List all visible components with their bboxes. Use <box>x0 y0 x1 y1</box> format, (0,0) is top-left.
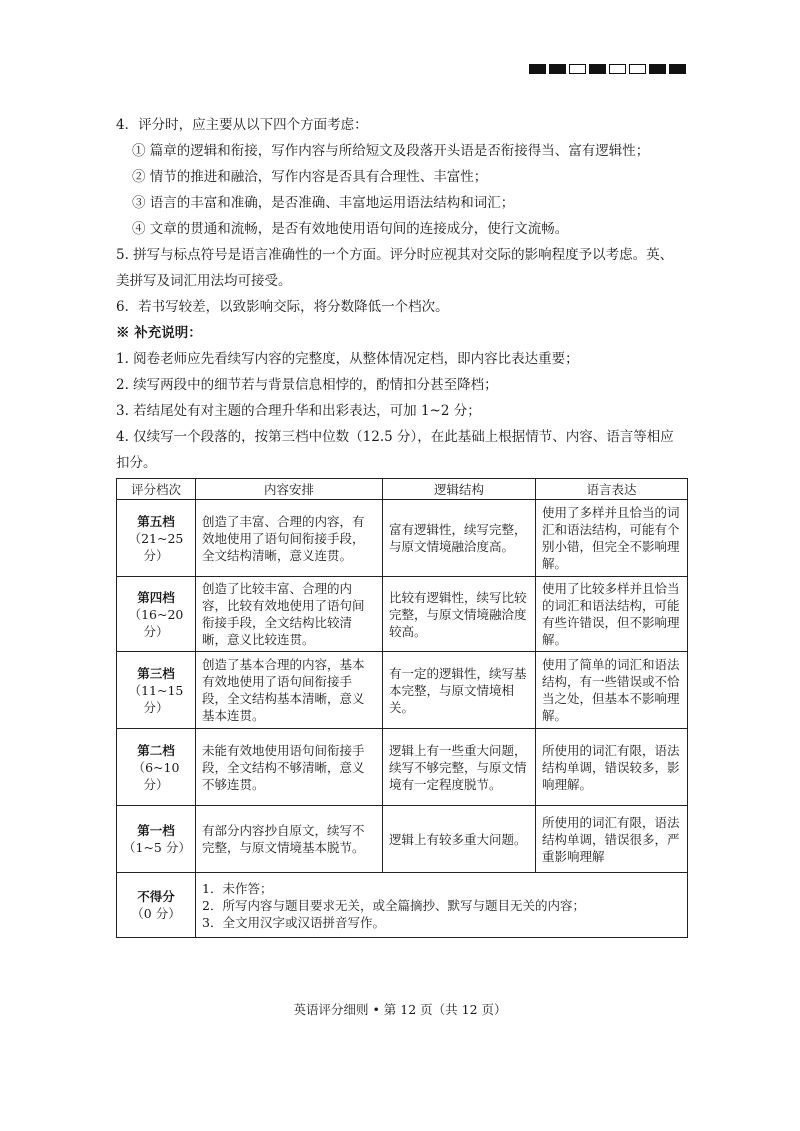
table-row <box>117 652 688 729</box>
logic-cell: 富有逻辑性，续写完整，与原文情境融洽度高。 <box>383 500 536 577</box>
level-range: （6~10 分） <box>132 759 180 792</box>
table-row <box>117 729 688 806</box>
logic-cell: 有一定的逻辑性，续写基本完整，与原文情境相关。 <box>383 652 536 729</box>
mark-empty-icon <box>629 64 646 74</box>
language-cell: 使用了多样并且恰当的词汇和语法结构，可能有个别小错，但完全不影响理解。 <box>536 500 688 577</box>
instructions <box>116 112 688 476</box>
level-name: 第二档 <box>137 742 175 758</box>
mark-empty-icon <box>609 64 626 74</box>
level-range: （21~25 分） <box>128 530 184 563</box>
table-row <box>117 500 688 577</box>
logic-cell: 比较有逻辑性，续写比较完整，与原文情境融洽度较高。 <box>383 577 536 652</box>
level-cell <box>117 873 196 938</box>
instruction-line: ④ 文章的贯通和流畅，是否有效地使用语句间的连接成分，使行文流畅。 <box>132 221 569 237</box>
zero-score-item: 3．全文用汉字或汉语拼音写作。 <box>202 914 385 930</box>
rubric-table <box>116 478 688 938</box>
zero-score-cell <box>196 873 688 938</box>
instruction-line: 扣分。 <box>116 455 157 471</box>
mark-filled-icon <box>649 64 666 74</box>
column-header: 内容安排 <box>196 479 383 500</box>
column-header: 评分档次 <box>117 479 196 500</box>
mark-filled-icon <box>589 64 606 74</box>
zero-score-item: 1．未作答； <box>202 880 273 896</box>
instruction-line: ② 情节的推进和融洽，写作内容是否具有合理性、丰富性； <box>132 169 488 185</box>
level-range: （0 分） <box>131 906 181 921</box>
level-name: 第三档 <box>137 665 175 681</box>
table-row <box>117 577 688 652</box>
content-cell: 创造了基本合理的内容，基本有效地使用了语句间衔接手段，全文结构基本清晰，意义基本连贯。 <box>196 652 383 729</box>
instruction-line: 4．评分时，应主要从以下四个方面考虑： <box>116 117 368 133</box>
level-cell <box>117 652 196 729</box>
content-cell: 创造了比较丰富、合理的内容，比较有效地使用了语句间衔接手段，全文结构比较清晰，意义比较连贯。 <box>196 577 383 652</box>
table-row <box>117 806 688 873</box>
level-name: 第四档 <box>137 589 175 605</box>
level-name: 第一档 <box>137 823 175 838</box>
logic-cell: 逻辑上有一些重大问题，续写不够完整，与原文情境有一定程度脱节。 <box>383 729 536 806</box>
content-cell: 有部分内容抄自原文，续写不完整，与原文情境基本脱节。 <box>196 806 383 873</box>
language-cell: 所使用的词汇有限，语法结构单调，错误较多，影响理解。 <box>536 729 688 806</box>
instruction-line: 3. 若结尾处有对主题的合理升华和出彩表达，可加 1~2 分； <box>116 403 481 419</box>
level-range: （11~15 分） <box>128 682 184 715</box>
mark-filled-icon <box>549 64 566 74</box>
supplement-heading: ※ 补充说明： <box>116 325 202 341</box>
instruction-line: 5. 拼写与标点符号是语言准确性的一个方面。评分时应视其对交际的影响程度予以考虑。英、 <box>116 247 674 263</box>
page-footer: 英语评分细则 • 第 12 页（共 12 页） <box>293 1002 507 1017</box>
level-name: 不得分 <box>137 889 175 904</box>
content-cell: 创造了丰富、合理的内容，有效地使用了语句间衔接手段，全文结构清晰，意义连贯。 <box>196 500 383 577</box>
mark-filled-icon <box>669 64 686 74</box>
level-cell <box>117 806 196 873</box>
table-header-row <box>117 479 688 500</box>
instruction-line: 美拼写及词汇用法均可接受。 <box>116 273 292 289</box>
instruction-line: ③ 语言的丰富和准确，是否准确、丰富地运用语法结构和词汇； <box>132 195 515 211</box>
language-cell: 使用了简单的词汇和语法结构，有一些错误或不恰当之处，但基本不影响理解。 <box>536 652 688 729</box>
instruction-line: 4. 仅续写一个段落的，按第三档中位数（12.5 分），在此基础上根据情节、内容、语言等相应 <box>116 429 674 445</box>
instruction-line: ① 篇章的逻辑和衔接，写作内容与所给短文及段落开头语是否衔接得当、富有逻辑性； <box>132 143 650 159</box>
level-cell <box>117 577 196 652</box>
language-cell: 所使用的词汇有限，语法结构单调，错误很多，严重影响理解 <box>536 806 688 873</box>
level-cell <box>117 729 196 806</box>
page-marks <box>529 64 686 74</box>
level-range: （16~20 分） <box>128 606 184 639</box>
level-cell <box>117 500 196 577</box>
instruction-line: 1. 阅卷老师应先看续写内容的完整度，从整体情况定档，即内容比表达重要； <box>116 351 579 367</box>
content-cell: 未能有效地使用语句间衔接手段，全文结构不够清晰，意义不够连贯。 <box>196 729 383 806</box>
mark-empty-icon <box>569 64 586 74</box>
language-cell: 使用了比较多样并且恰当的词汇和语法结构，可能有些许错误，但不影响理解。 <box>536 577 688 652</box>
zero-score-item: 2．所写内容与题目要求无关，或全篇摘抄、默写与题目无关的内容； <box>202 897 585 913</box>
mark-filled-icon <box>529 64 546 74</box>
logic-cell: 逻辑上有较多重大问题。 <box>383 806 536 873</box>
table-row-zero <box>117 873 688 938</box>
instruction-line: 2. 续写两段中的细节若与背景信息相悖的，酌情扣分甚至降档； <box>116 377 498 393</box>
level-range: （1~5 分） <box>123 840 191 855</box>
column-header: 逻辑结构 <box>383 479 536 500</box>
level-name: 第五档 <box>137 513 175 529</box>
instruction-line: 6．若书写较差，以致影响交际，将分数降低一个档次。 <box>116 299 449 315</box>
column-header: 语言表达 <box>536 479 688 500</box>
